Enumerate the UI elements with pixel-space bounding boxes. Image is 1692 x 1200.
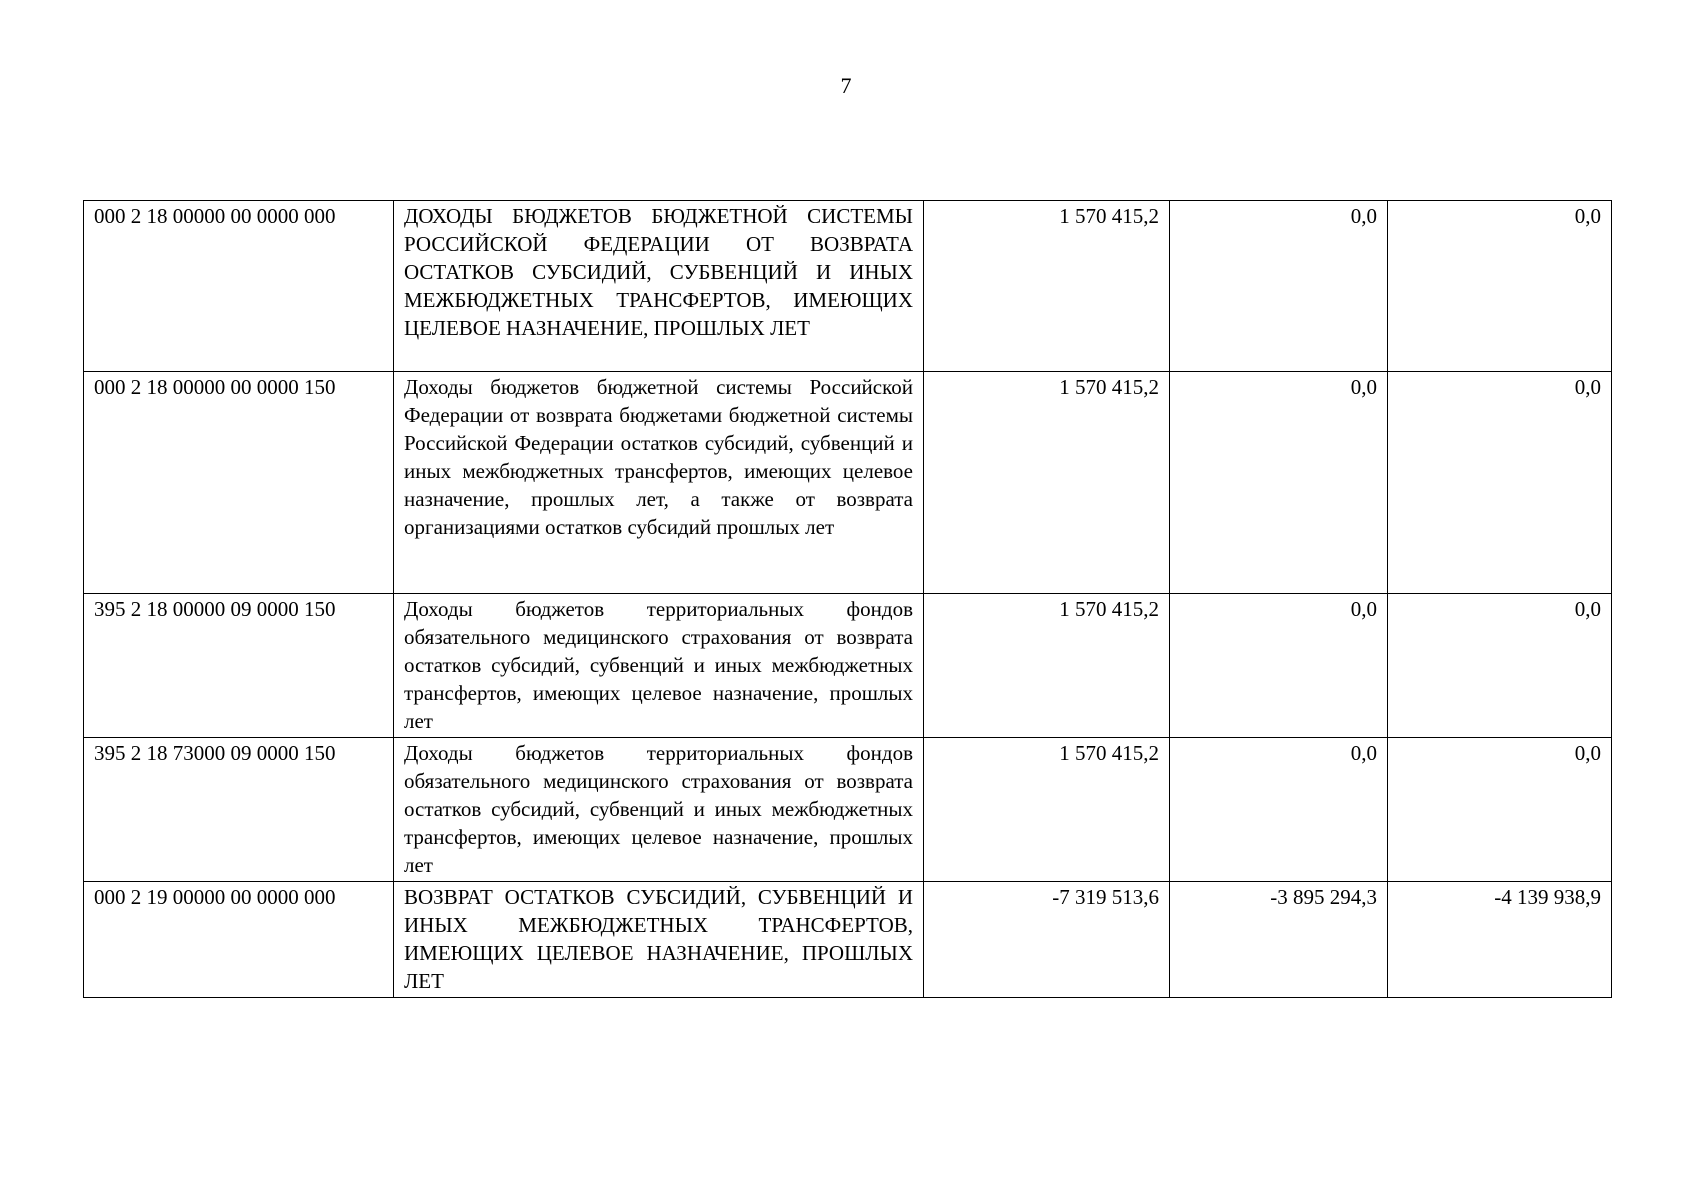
amount-year3-cell: 0,0: [1388, 201, 1612, 372]
income-name-cell: ДОХОДЫ БЮДЖЕТОВ БЮДЖЕТНОЙ СИСТЕМЫ РОССИЙСКОЙ ФЕДЕРАЦИИ ОТ ВОЗВРАТА ОСТАТКОВ СУБСИДИЙ, СУБВЕНЦИЙ И ИНЫХ МЕЖБЮДЖЕТНЫХ ТРАНСФЕРТОВ, ИМЕЮЩИХ ЦЕЛЕВОЕ НАЗНАЧЕНИЕ, ПРОШЛЫХ ЛЕТ: [394, 201, 924, 372]
amount-year3-cell: 0,0: [1388, 372, 1612, 594]
table-row: [84, 201, 1612, 372]
income-name-cell: Доходы бюджетов территориальных фондов обязательного медицинского страхования от возврата остатков субсидий, субвенций и иных межбюджетных трансфертов, имеющих целевое назначение, прошлых лет: [394, 594, 924, 738]
amount-year2-cell: 0,0: [1170, 201, 1388, 372]
budget-code-cell: 000 2 19 00000 00 0000 000: [84, 882, 394, 998]
budget-code-cell: 000 2 18 00000 00 0000 000: [84, 201, 394, 372]
amount-year3-cell: 0,0: [1388, 738, 1612, 882]
table-row: [84, 372, 1612, 594]
income-name-cell: Доходы бюджетов территориальных фондов обязательного медицинского страхования от возврата остатков субсидий, субвенций и иных межбюджетных трансфертов, имеющих целевое назначение, прошлых лет: [394, 738, 924, 882]
budget-revenue-table: [83, 200, 1612, 998]
amount-year1-cell: -7 319 513,6: [924, 882, 1170, 998]
amount-year3-cell: 0,0: [1388, 594, 1612, 738]
table-row: [84, 882, 1612, 998]
amount-year1-cell: 1 570 415,2: [924, 372, 1170, 594]
table-row: [84, 738, 1612, 882]
page-number: 7: [840, 73, 852, 98]
income-name-cell: ВОЗВРАТ ОСТАТКОВ СУБСИДИЙ, СУБВЕНЦИЙ И ИНЫХ МЕЖБЮДЖЕТНЫХ ТРАНСФЕРТОВ, ИМЕЮЩИХ ЦЕЛЕВОЕ НАЗНАЧЕНИЕ, ПРОШЛЫХ ЛЕТ: [394, 882, 924, 998]
amount-year2-cell: 0,0: [1170, 738, 1388, 882]
budget-code-cell: 000 2 18 00000 00 0000 150: [84, 372, 394, 594]
amount-year2-cell: -3 895 294,3: [1170, 882, 1388, 998]
amount-year2-cell: 0,0: [1170, 594, 1388, 738]
budget-code-cell: 395 2 18 73000 09 0000 150: [84, 738, 394, 882]
budget-code-cell: 395 2 18 00000 09 0000 150: [84, 594, 394, 738]
table-row: [84, 594, 1612, 738]
amount-year2-cell: 0,0: [1170, 372, 1388, 594]
amount-year3-cell: -4 139 938,9: [1388, 882, 1612, 998]
amount-year1-cell: 1 570 415,2: [924, 201, 1170, 372]
amount-year1-cell: 1 570 415,2: [924, 738, 1170, 882]
income-name-cell: Доходы бюджетов бюджетной системы Российской Федерации от возврата бюджетами бюджетной системы Российской Федерации остатков субсидий, субвенций и иных межбюджетных трансфертов, имеющих целевое назначение, прошлых лет, а также от возврата организациями остатков субсидий прошлых лет: [394, 372, 924, 594]
amount-year1-cell: 1 570 415,2: [924, 594, 1170, 738]
